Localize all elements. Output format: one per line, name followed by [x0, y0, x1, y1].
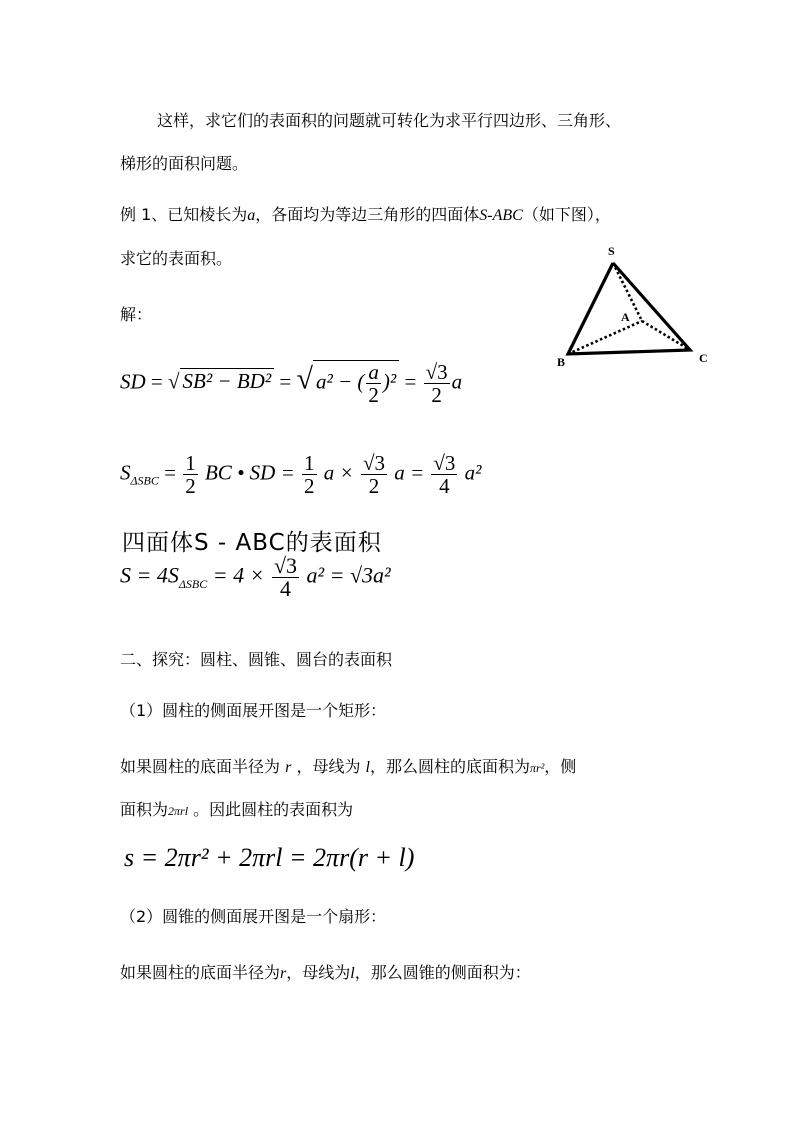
base-area-formula: πr² [530, 761, 545, 775]
side-area-formula: 2πrl [168, 804, 189, 818]
frac-num: √3 [433, 451, 456, 475]
equation-total [120, 555, 391, 600]
sqrt-content: SB² − BD² [180, 368, 275, 393]
subsection-heading: （2）圆锥的侧面展开图是一个扇形： [120, 907, 387, 926]
tetra-heading: 四面体S - ABC的表面积 [122, 530, 382, 556]
section-heading: 二、探究：圆柱、圆锥、圆台的表面积 [120, 650, 393, 669]
text: 如果圆柱的底面半径为 [120, 757, 281, 776]
equation-area-sbc: $S_{\Delta SBC}$ = $\frac{1}{2}$ BC • SD = $\frac{1}{2}$ a × $\frac{√3}{2}$ a = $\frac{√3}{4}$ a² [120, 451, 482, 498]
eq-text: a² = √3a² [306, 562, 391, 588]
paragraph-line: 梯形的面积问题。 [120, 154, 249, 173]
eq-text: BC • SD = [204, 460, 295, 485]
variable-l: l [350, 965, 355, 982]
example-1-line [120, 202, 611, 225]
text: ，那么圆柱的底面积为 [370, 757, 531, 776]
frac-num: √3 [273, 553, 298, 578]
variable-a: a [247, 207, 256, 224]
eq-text: = 4 × [212, 562, 265, 588]
frac-den: 2 [368, 474, 380, 498]
text: 如果圆柱的底面半径为 [120, 963, 281, 982]
eq-text: S [120, 460, 131, 485]
eq-text: a² − ( [315, 369, 365, 394]
eq-text: S = 4S [120, 562, 179, 588]
eq-text: a = [394, 460, 425, 485]
example-text: 例 1、已知棱长为 [120, 205, 248, 224]
text: 。因此圆柱的表面积为 [193, 800, 354, 819]
frac-num: √3 [425, 360, 448, 384]
text: ，母线为 [296, 757, 361, 776]
paragraph-line: 这样，求它们的表面积的问题就可转化为求平行四边形、三角形、 [157, 111, 622, 130]
tetrahedron-diagram [545, 238, 725, 373]
solution-label: 解： [120, 305, 153, 324]
eq-text: a × [323, 460, 354, 485]
cylinder-line1 [120, 754, 576, 777]
frac-den: 4 [279, 576, 291, 601]
vertex-label-s: S [608, 244, 615, 258]
subsection-heading: （1）圆柱的侧面展开图是一个矩形： [120, 701, 387, 720]
tetrahedron-name: S-ABC [479, 207, 523, 224]
example-text: ，各面均为等边三角形的四面体 [255, 205, 480, 224]
text: 面积为 [120, 800, 169, 819]
text: ，侧 [544, 757, 577, 776]
text: ，那么圆锥的侧面积为： [354, 963, 531, 982]
eq-text: )² [382, 369, 397, 394]
frac-den: 2 [368, 383, 379, 407]
text: ，母线为 [286, 963, 351, 982]
eq-sub: ΔSBC [130, 473, 159, 488]
vertex-label-c: C [699, 351, 708, 365]
eq-text: a [451, 369, 463, 394]
frac-den: 2 [304, 474, 315, 498]
equation-sd: SD = √ SB² − BD² = √ a² − ( $\frac{a}{2}$ )² = $\frac{√3}{2}$ a [120, 360, 463, 407]
variable-r: r [285, 759, 292, 776]
frac-den: 4 [439, 474, 450, 498]
frac-num: 1 [185, 451, 196, 475]
eq-text: SD [120, 369, 146, 394]
example-text: （如下图）， [522, 205, 611, 224]
frac-num: a [368, 360, 379, 384]
eq-sub: ΔSBC [178, 576, 208, 591]
example-1-line2: 求它的表面积。 [120, 249, 233, 268]
vertex-label-b: B [557, 355, 566, 369]
cylinder-formula: s = 2πr² + 2πrl = 2πr(r + l) [124, 843, 415, 872]
frac-den: 2 [185, 474, 196, 498]
eq-text: a² [464, 460, 482, 485]
frac-num: √3 [362, 451, 385, 475]
frac-den: 2 [431, 383, 442, 407]
variable-l: l [365, 759, 370, 776]
vertex-label-a: A [621, 310, 630, 324]
edge-ba [568, 321, 642, 354]
edge-ac [642, 321, 690, 350]
cone-line [120, 960, 531, 983]
frac-num: 1 [304, 451, 315, 475]
variable-r: r [280, 965, 287, 982]
cylinder-line2 [120, 797, 353, 820]
